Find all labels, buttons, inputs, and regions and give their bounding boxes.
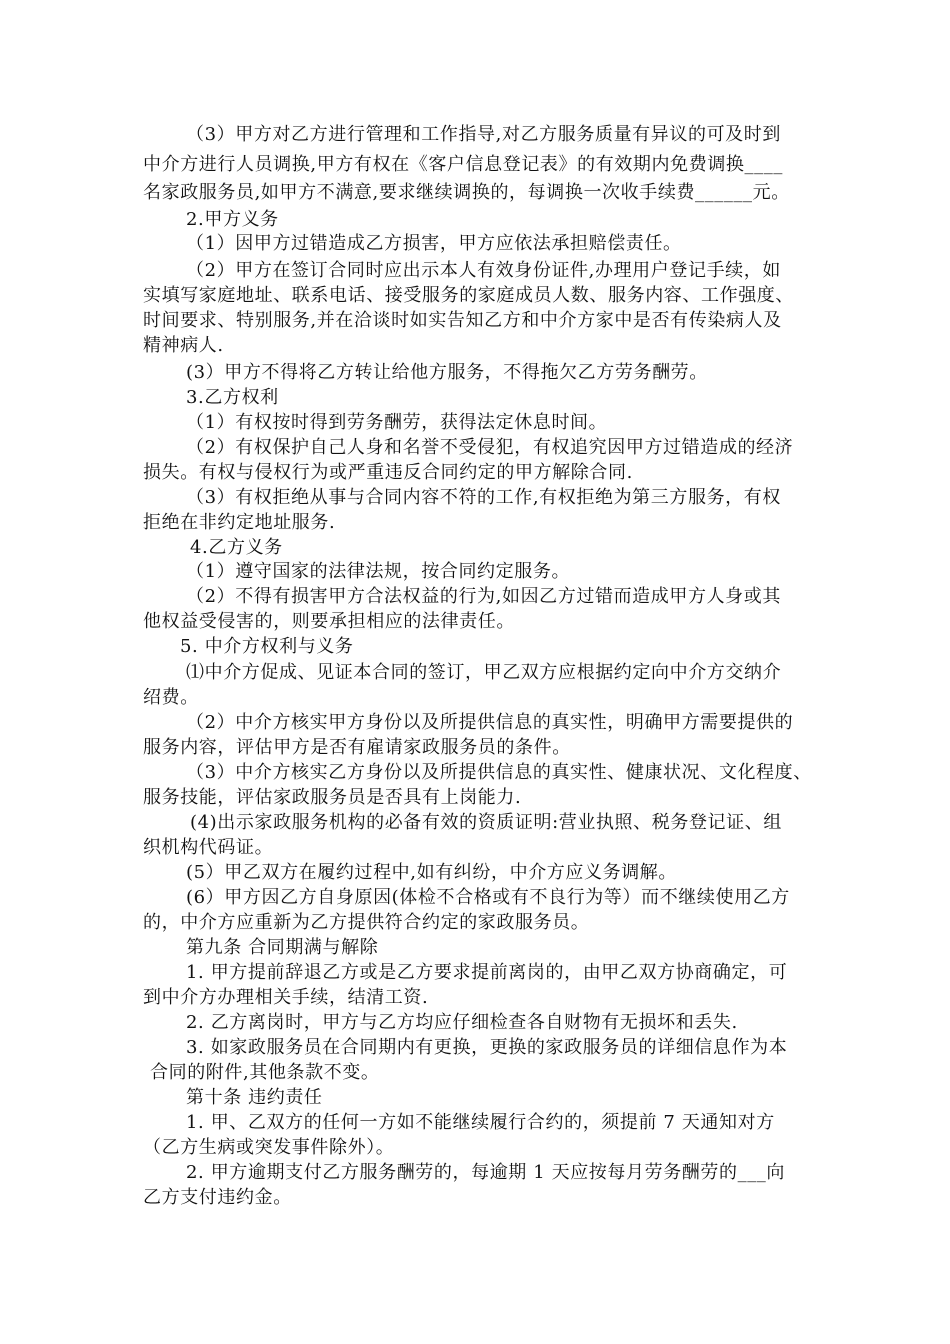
text-line: （3）甲方对乙方进行管理和工作指导,对乙方服务质量有异议的可及时到	[186, 124, 781, 145]
text-line: 1. 甲方提前辞退乙方或是乙方要求提前离岗的，由甲乙双方协商确定，可	[186, 962, 788, 983]
text-line: 精神病人.	[143, 335, 224, 356]
text-line: 时间要求、特别服务,并在洽谈时如实告知乙方和中介方家中是否有传染病人及	[143, 310, 782, 331]
text-line: 实填写家庭地址、联系电话、接受服务的家庭成员人数、服务内容、工作强度、	[143, 285, 794, 306]
text-line: 2. 乙方离岗时，甲方与乙方均应仔细检查各自财物有无损坏和丢失.	[186, 1012, 738, 1033]
text-line: （2）甲方在签订合同时应出示本人有效身份证件,办理用户登记手续，如	[186, 260, 781, 281]
text-line: 损失。有权与侵权行为或严重违反合同约定的甲方解除合同.	[143, 462, 633, 483]
text-line: （乙方生病或突发事件除外）。	[143, 1137, 395, 1158]
text-line: 4.乙方义务	[190, 537, 283, 558]
text-line: (3）甲方不得将乙方转让给他方服务，不得拖欠乙方劳务酬劳。	[186, 362, 708, 383]
text-line: 3.乙方权利	[186, 387, 279, 408]
text-line: 3. 如家政服务员在合同期内有更换，更换的家政服务员的详细信息作为本	[186, 1037, 788, 1058]
text-line: （2）中介方核实甲方身份以及所提供信息的真实性，明确甲方需要提供的	[186, 712, 794, 733]
text-line: 拒绝在非约定地址服务.	[143, 512, 336, 533]
text-line: 中介方进行人员调换,甲方有权在《客户信息登记表》的有效期内免费调换____	[143, 154, 783, 175]
text-line: 乙方支付违约金。	[143, 1187, 292, 1208]
text-line: 服务技能，评估家政服务员是否具有上岗能力.	[143, 787, 522, 808]
text-line: 5. 中介方权利与义务	[180, 636, 354, 657]
text-line: (4)出示家政服务机构的必备有效的资质证明:营业执照、税务登记证、组	[190, 812, 782, 833]
text-line: 名家政服务员,如甲方不满意,要求继续调换的，每调换一次收手续费______元。	[143, 182, 790, 203]
text-line: 服务内容，评估甲方是否有雇请家政服务员的条件。	[143, 737, 571, 758]
text-line: 合同的附件,其他条款不变。	[150, 1062, 380, 1083]
text-line: 到中介方办理相关手续，结清工资.	[143, 987, 429, 1008]
text-line: （2）有权保护自己人身和名誉不受侵犯，有权追究因甲方过错造成的经济	[186, 437, 794, 458]
text-line: 2.甲方义务	[186, 209, 279, 230]
text-line: 2. 甲方逾期支付乙方服务酬劳的，每逾期 1 天应按每月劳务酬劳的___向	[186, 1162, 785, 1183]
text-line: 绍费。	[143, 687, 199, 708]
text-line: 他权益受侵害的，则要承担相应的法律责任。	[143, 611, 515, 632]
text-line: （1）遵守国家的法律法规，按合同约定服务。	[186, 561, 571, 582]
text-line: 第十条 违约责任	[186, 1087, 323, 1108]
text-line: (6）甲方因乙方自身原因(体检不合格或有不良行为等）而不继续使用乙方	[186, 887, 790, 908]
text-line: 织机构代码证。	[143, 837, 274, 858]
text-line: （3）有权拒绝从事与合同内容不符的工作,有权拒绝为第三方服务，有权	[186, 487, 781, 508]
text-line: 的，中介方应重新为乙方提供符合约定的家政服务员。	[143, 912, 590, 933]
text-line: 第九条 合同期满与解除	[186, 937, 379, 958]
text-line: (5）甲乙双方在履约过程中,如有纠纷，中介方应义务调解。	[186, 862, 677, 883]
text-line: 1. 甲、乙双方的任何一方如不能继续履行合约的，须提前 7 天通知对方	[186, 1112, 775, 1133]
text-line: （3）中介方核实乙方身份以及所提供信息的真实性、健康状况、文化程度、	[186, 762, 812, 783]
text-line: （2）不得有损害甲方合法权益的行为,如因乙方过错而造成甲方人身或其	[186, 586, 781, 607]
text-line: （1）因甲方过错造成乙方损害，甲方应依法承担赔偿责任。	[186, 233, 682, 254]
text-line: ⑴中介方促成、见证本合同的签订，甲乙双方应根据约定向中介方交纳介	[186, 662, 782, 683]
text-line: （1）有权按时得到劳务酬劳，获得法定休息时间。	[186, 412, 608, 433]
